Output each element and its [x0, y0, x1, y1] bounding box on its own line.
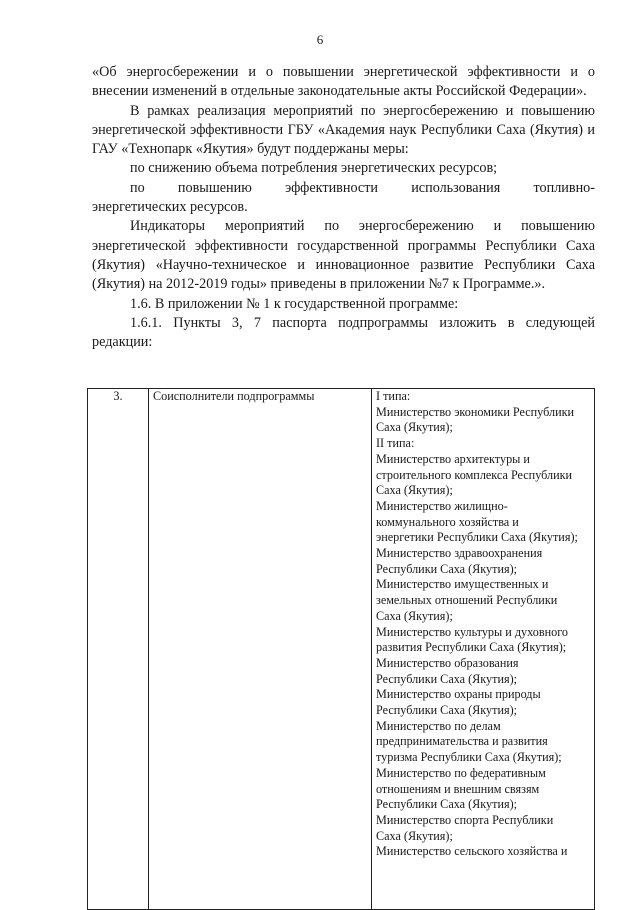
list-item: Республики Саха (Якутия); [376, 671, 518, 686]
paragraph-measure-reduce: по снижению объема потребления энергетических ресурсов; [130, 160, 498, 177]
list-item: предпринимательства и развития [376, 734, 548, 749]
list-item: Министерство здравоохранения [376, 546, 543, 561]
table-row [88, 389, 595, 910]
paragraph-appendix-1: 1.6. В приложении № 1 к государственной программе: [130, 295, 459, 312]
list-item: Министерство образования [376, 655, 519, 670]
row-number-cell: 3. [88, 389, 149, 910]
list-item: Саха (Якутия); [376, 420, 453, 435]
list-item: Саха (Якутия); [376, 828, 453, 843]
list-item: Республики Саха (Якутия); [376, 703, 518, 718]
list-item: Министерство по делам [376, 718, 501, 733]
co-executors-list-cell [372, 389, 595, 910]
paragraph-measures-intro: В рамках реализация мероприятий по энергосбережению и повышению энергетической эффективности ГБУ «Академия наук Республики Саха (Якутия) и ГАУ «Технопарк «Якутия» будут поддержаны меры: [92, 102, 595, 158]
list-item: коммунального хозяйства и [376, 514, 519, 529]
list-item: Министерство сельского хозяйства и [376, 844, 568, 859]
list-item: Министерство охраны природы [376, 687, 541, 702]
list-item: туризма Республики Саха (Якутия); [376, 750, 562, 765]
list-item: земельных отношений Республики [376, 593, 558, 608]
paragraph-measure-efficiency-tail: энергетических ресурсов. [92, 199, 248, 216]
list-item: энергетики Республики Саха (Якутия); [376, 530, 578, 545]
list-item: Республики Саха (Якутия); [376, 561, 518, 576]
list-item: II типа: [376, 436, 415, 451]
word: топливно- [533, 179, 595, 196]
list-item: Саха (Якутия); [376, 483, 453, 498]
list-item: Саха (Якутия); [376, 608, 453, 623]
list-item: Министерство экономики Республики [376, 404, 575, 419]
list-item: строительного комплекса Республики [376, 467, 573, 482]
paragraph-measure-efficiency-line [92, 179, 595, 198]
paragraph-points-3-7: 1.6.1. Пункты 3, 7 паспорта подпрограммы изложить в следующей редакции: [92, 314, 595, 351]
list-item: развития Республики Саха (Якутия); [376, 640, 567, 655]
list-item: I типа: [376, 389, 411, 403]
paragraph-law-title: «Об энергосбережении и о повышении энергетической эффективности и о внесении изменений в отдельные законодательные акты Российской Федерации». [92, 64, 595, 100]
list-item: Министерство по федеративным [376, 765, 546, 780]
word: использования [411, 179, 501, 196]
word: повышению [177, 179, 252, 196]
row-title-cell: Соисполнители подпрограммы [149, 389, 372, 910]
paragraph-indicators: Индикаторы мероприятий по энергосбережению и повышению энергетической эффективности государственной программы Республики Саха (Якутия) «Научно-техническое и инновационное развитие Республики Саха (Якутия) на 2012-2019 годы» приведены в приложении №7 к Программе.». [92, 218, 595, 293]
list-item: Министерство спорта Республики [376, 812, 554, 827]
list-item: Министерство жилищно- [376, 498, 508, 513]
list-item: отношениям и внешним связям [376, 781, 540, 796]
list-item: Министерство имущественных и [376, 577, 549, 592]
list-item: Республики Саха (Якутия); [376, 797, 518, 812]
word: эффективности [285, 179, 378, 196]
page-number: 6 [316, 32, 324, 47]
document-body [92, 63, 595, 352]
word: по [130, 179, 145, 196]
subprogram-passport-table [87, 388, 595, 910]
list-item: Министерство архитектуры и [376, 451, 530, 466]
list-item: Министерство культуры и духовного [376, 624, 569, 639]
